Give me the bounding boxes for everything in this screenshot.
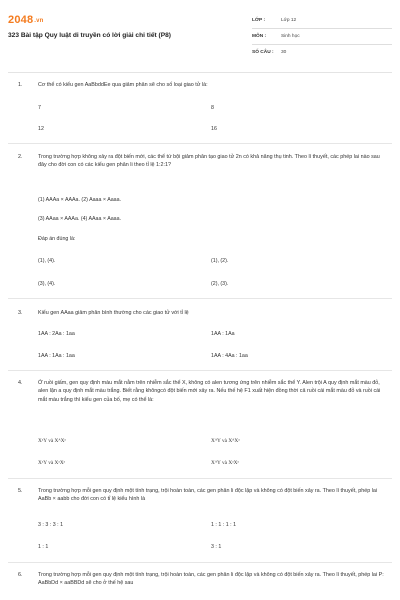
option-d[interactable]: XᴬY và XᵃXᵃ	[211, 460, 239, 466]
question-number: 4.	[18, 380, 23, 386]
question-text: Trong trường hợp không xảy ra đột biến mới, các thể tứ bội giảm phân tạo giao tử 2n có khả năng thụ tinh. Theo lí thuyết, các phép lai nào sau đây cho đời con có các kiểu gen phân li theo tỉ lệ 1:2:1?	[38, 154, 380, 169]
question-text: Cơ thể có kiểu gen AaBbddEe qua giảm phân sẽ cho số loại giao tử là:	[38, 82, 208, 88]
question-number: 3.	[18, 310, 23, 316]
logo-text: 2048	[8, 14, 34, 26]
option-d[interactable]: 16	[211, 126, 217, 132]
site-logo[interactable]	[8, 14, 44, 26]
divider	[252, 28, 392, 29]
option-b[interactable]: 1AA : 1Aa	[211, 331, 235, 337]
meta-grade-value: Lớp 12	[281, 18, 297, 23]
option-c[interactable]: 12	[38, 126, 44, 132]
question-text: Ở ruồi giấm, gen quy định màu mắt nằm trên nhiễm sắc thể X, không có alen tương ứng trên nhiễm sắc thể Y. Alen trội A quy định mắt màu đỏ, alen lặn a quy định mắt màu trắng. Biết rằng khôngcó đột biến mới xảy ra. Nếu thế hệ F1 xuất hiện đồng thời cả ruồi cái mắt màu đỏ và ruồi cái mắt màu trắng thì kiểu gen của bố, mẹ có thể là:	[38, 380, 381, 403]
option-d[interactable]: 1AA : 4Aa : 1aa	[211, 353, 248, 359]
option-d[interactable]: (2), (3).	[211, 281, 229, 287]
option-a[interactable]: XᵃY và XᴬXᵃ	[38, 438, 66, 444]
divider	[252, 44, 392, 45]
option-a[interactable]: (1), (4).	[38, 258, 56, 264]
option-c[interactable]: XᵃY và XᵃXᵃ	[38, 460, 66, 466]
meta-subject-label: MÔN :	[252, 34, 267, 39]
meta-grade-label: LỚP :	[252, 18, 266, 23]
question-divider	[8, 298, 392, 299]
question-divider	[8, 478, 392, 479]
option-b[interactable]: XᴬY và XᴬXᵃ	[211, 438, 240, 444]
meta-count-value: 30	[281, 50, 287, 55]
meta-count	[252, 46, 392, 59]
document-meta	[252, 14, 392, 59]
question-text: Kiểu gen AAaa giảm phân bình thường cho các giao tử với tỉ lệ	[38, 310, 189, 316]
question-number: 1.	[18, 82, 23, 88]
question-divider	[8, 370, 392, 371]
option-d[interactable]: 3 : 1	[211, 544, 222, 550]
question-divider	[8, 562, 392, 563]
page-title: 323 Bài tập Quy luật di truyền có lời giải chi tiết (P8)	[8, 32, 171, 39]
meta-grade	[252, 14, 392, 27]
question-number: 6.	[18, 572, 23, 578]
option-a[interactable]: 1AA : 2Aa : 1aa	[38, 331, 75, 337]
meta-subject	[252, 30, 392, 43]
question-text: Trong trường hợp mỗi gen quy định một tính trạng, trội hoàn toàn, các gen phân li độc lập và không có đột biến xảy ra. Theo lí thuyết, phép lai P: AaBbDd × aaBBDd sẽ cho ở thế hệ sau	[38, 572, 384, 587]
meta-subject-value: Sinh học	[281, 34, 300, 39]
question-number: 5.	[18, 488, 23, 494]
option-c[interactable]: 1AA : 1Aa : 1aa	[38, 353, 75, 359]
statement-2: (3) AAaa × AAAa. (4) AAaa × Aaaa.	[38, 216, 122, 222]
question-divider	[8, 143, 392, 144]
logo-tld: .vn	[34, 18, 44, 24]
option-c[interactable]: (3), (4).	[38, 281, 56, 287]
option-c[interactable]: 1 : 1	[38, 544, 49, 550]
question-text: Trong trường hợp mỗi gen quy định một tính trạng, trội hoàn toàn, các gen phân li độc lập và không có đột biến xảy ra. Theo lí thuyết, phép lai AaBb × aabb cho đời con có tỉ lệ kiểu hình là	[38, 488, 378, 503]
header-divider	[8, 72, 392, 73]
meta-count-label: SỐ CÂU :	[252, 50, 274, 55]
question-number: 2.	[18, 154, 23, 160]
option-a[interactable]: 3 : 3 : 3 : 1	[38, 522, 64, 528]
option-b[interactable]: 1 : 1 : 1 : 1	[211, 522, 237, 528]
option-b[interactable]: 8	[211, 105, 214, 111]
option-b[interactable]: (1), (2).	[211, 258, 229, 264]
answer-prompt: Đáp án đúng là:	[38, 236, 76, 242]
option-a[interactable]: 7	[38, 105, 41, 111]
statement-1: (1) AAAa × AAAa. (2) Aaaa × Aaaa.	[38, 197, 122, 203]
